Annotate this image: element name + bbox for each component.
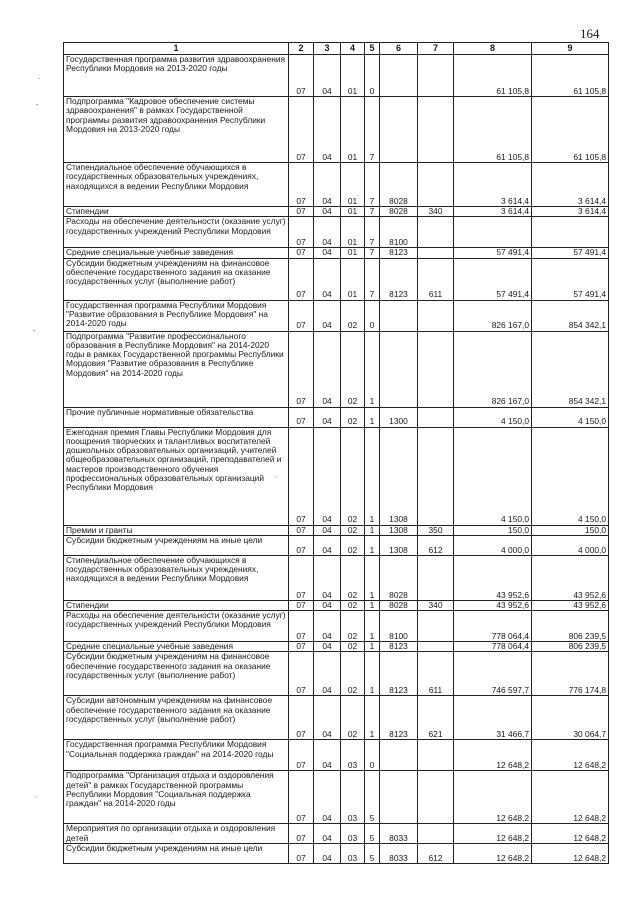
table-body [64, 55, 609, 864]
podrazdel-code: 04 [314, 217, 341, 248]
podrazdel-code: 04 [314, 525, 341, 535]
podrazdel-code: 04 [314, 55, 341, 97]
subprogram-code: 1 [365, 331, 380, 407]
expense-type-code [418, 163, 454, 207]
table-row [64, 844, 609, 864]
table-row [64, 163, 609, 207]
amount-2015: 4 000,0 [454, 535, 532, 555]
program-code: 01 [341, 55, 365, 97]
expense-type-code [418, 248, 454, 258]
amount-2016: 4 150,0 [532, 407, 609, 427]
subprogram-code: 0 [365, 740, 380, 771]
program-code: 02 [341, 427, 365, 525]
target-code: 8033 [380, 844, 418, 864]
subprogram-code: 0 [365, 300, 380, 331]
amount-2015: 4 150,0 [454, 407, 532, 427]
amount-2015: 150,0 [454, 525, 532, 535]
target-code: 8028 [380, 163, 418, 207]
target-code [380, 97, 418, 163]
target-code [380, 331, 418, 407]
subprogram-code: 1 [365, 555, 380, 600]
podrazdel-code: 04 [314, 600, 341, 610]
target-code: 1308 [380, 525, 418, 535]
amount-2016: 12 648,2 [532, 771, 609, 824]
razdel-code: 07 [289, 427, 314, 525]
table-row [64, 535, 609, 555]
table-row [64, 97, 609, 163]
target-code: 1300 [380, 407, 418, 427]
amount-2015: 3 614,4 [454, 163, 532, 207]
amount-2015: 12 648,2 [454, 844, 532, 864]
table-row [64, 525, 609, 535]
razdel-code: 07 [289, 163, 314, 207]
subprogram-code: 1 [365, 652, 380, 696]
program-code: 03 [341, 740, 365, 771]
amount-2016: 12 648,2 [532, 824, 609, 844]
subprogram-code: 1 [365, 525, 380, 535]
row-name: Субсидии бюджетным учреждениям на иные цели [64, 535, 289, 555]
target-code [380, 55, 418, 97]
podrazdel-code: 04 [314, 97, 341, 163]
razdel-code: 07 [289, 740, 314, 771]
podrazdel-code: 04 [314, 611, 341, 642]
razdel-code: 07 [289, 555, 314, 600]
target-code [380, 771, 418, 824]
expense-type-code [418, 427, 454, 525]
amount-2016: 854 342,1 [532, 300, 609, 331]
expense-type-code [418, 824, 454, 844]
amount-2016: 61 105,8 [532, 97, 609, 163]
amount-2016: 806 239,5 [532, 611, 609, 642]
table-row [64, 652, 609, 696]
razdel-code: 07 [289, 844, 314, 864]
razdel-code: 07 [289, 248, 314, 258]
razdel-code: 07 [289, 407, 314, 427]
subprogram-code: 1 [365, 535, 380, 555]
razdel-code: 07 [289, 258, 314, 300]
amount-2016: 4 150,0 [532, 427, 609, 525]
table-row [64, 258, 609, 300]
amount-2015: 43 952,6 [454, 600, 532, 610]
amount-2015: 57 491,4 [454, 258, 532, 300]
podrazdel-code: 04 [314, 407, 341, 427]
podrazdel-code: 04 [314, 555, 341, 600]
amount-2016: 57 491,4 [532, 258, 609, 300]
table-row [64, 55, 609, 97]
row-name: Подпрограмма "Организация отдыха и оздоровления детей" в рамках Государственной программы Республики Мордовия "Социальная поддержка граждан" на 2014-2020 годы [64, 771, 289, 824]
target-code: 8028 [380, 207, 418, 217]
razdel-code: 07 [289, 300, 314, 331]
expense-type-code: 612 [418, 844, 454, 864]
program-code: 03 [341, 771, 365, 824]
program-code: 01 [341, 163, 365, 207]
amount-2016: 150,0 [532, 525, 609, 535]
expense-type-code: 611 [418, 652, 454, 696]
table-row [64, 642, 609, 652]
podrazdel-code: 04 [314, 642, 341, 652]
column-header: 7 [418, 43, 454, 55]
program-code: 02 [341, 525, 365, 535]
target-code: 8100 [380, 611, 418, 642]
expense-type-code [418, 740, 454, 771]
program-code: 01 [341, 207, 365, 217]
podrazdel-code: 04 [314, 258, 341, 300]
podrazdel-code: 04 [314, 535, 341, 555]
program-code: 02 [341, 652, 365, 696]
program-code: 02 [341, 611, 365, 642]
amount-2015: 826 167,0 [454, 300, 532, 331]
razdel-code: 07 [289, 217, 314, 248]
subprogram-code: 1 [365, 600, 380, 610]
amount-2016: 806 239,5 [532, 642, 609, 652]
row-name: Подпрограмма "Развитие профессионального образования в Республике Мордовия" на 2014-2020 годы в рамках Государственной программы Республики Мордовия "Развитие образования в Республике Мордовия" на 2014-2020 годы [64, 331, 289, 407]
target-code: 1308 [380, 427, 418, 525]
amount-2015: 826 167,0 [454, 331, 532, 407]
table-row [64, 427, 609, 525]
amount-2015: 12 648,2 [454, 771, 532, 824]
column-header: 2 [289, 43, 314, 55]
amount-2016: 30 064,7 [532, 696, 609, 740]
amount-2016: 43 952,6 [532, 600, 609, 610]
row-name: Расходы на обеспечение деятельности (оказание услуг) государственных учреждений Республики Мордовия [64, 217, 289, 248]
row-name: Субсидии бюджетным учреждениям на финансовое обеспечение государственного задания на оказание государственных услуг (выполнение работ) [64, 652, 289, 696]
target-code: 8123 [380, 642, 418, 652]
expense-type-code [418, 771, 454, 824]
amount-2016 [532, 217, 609, 248]
table-row [64, 207, 609, 217]
program-code: 02 [341, 555, 365, 600]
table-row [64, 555, 609, 600]
podrazdel-code: 04 [314, 207, 341, 217]
margin-mark: . [38, 72, 41, 81]
table-row [64, 217, 609, 248]
subprogram-code: 1 [365, 611, 380, 642]
expense-type-code [418, 642, 454, 652]
subprogram-code: 5 [365, 844, 380, 864]
budget-table [63, 42, 609, 864]
program-code: 02 [341, 331, 365, 407]
amount-2016: 3 614,4 [532, 207, 609, 217]
subprogram-code: 7 [365, 258, 380, 300]
expense-type-code [418, 217, 454, 248]
podrazdel-code: 04 [314, 248, 341, 258]
page-number: 164 [580, 26, 600, 41]
expense-type-code [418, 611, 454, 642]
expense-type-code [418, 555, 454, 600]
podrazdel-code: 04 [314, 824, 341, 844]
razdel-code: 07 [289, 55, 314, 97]
table-row [64, 611, 609, 642]
subprogram-code: 5 [365, 824, 380, 844]
target-code: 8123 [380, 652, 418, 696]
subprogram-code: 1 [365, 696, 380, 740]
program-code: 03 [341, 844, 365, 864]
amount-2015: 61 105,8 [454, 55, 532, 97]
amount-2015: 778 064,4 [454, 611, 532, 642]
row-name: Стипендии [64, 207, 289, 217]
row-name: Стипендиальное обеспечение обучающихся в государственных образовательных учреждениях, находящихся в ведении Республики Мордовия [64, 555, 289, 600]
amount-2015 [454, 217, 532, 248]
header-row [64, 43, 609, 55]
table-row [64, 740, 609, 771]
razdel-code: 07 [289, 824, 314, 844]
target-code: 8028 [380, 555, 418, 600]
table-row [64, 771, 609, 824]
amount-2015: 3 614,4 [454, 207, 532, 217]
row-name: Стипендии [64, 600, 289, 610]
razdel-code: 07 [289, 652, 314, 696]
column-header: 8 [454, 43, 532, 55]
amount-2015: 43 952,6 [454, 555, 532, 600]
expense-type-code: 340 [418, 207, 454, 217]
row-name: Расходы на обеспечение деятельности (оказание услуг) государственных учреждений Республики Мордовия [64, 611, 289, 642]
podrazdel-code: 04 [314, 427, 341, 525]
table-row [64, 300, 609, 331]
row-name: Средние специальные учебные заведения [64, 248, 289, 258]
podrazdel-code: 04 [314, 652, 341, 696]
row-name: Ежегодная премия Главы Республики Мордовия для поощрения творческих и талантливых воспитателей дошкольных образовательных организаций, учителей общеобразовательных организаций, преподавателей и мастеров производственного обучения профессиональных образовательных организаций Республики Мордовия [64, 427, 289, 525]
program-code: 01 [341, 97, 365, 163]
expense-type-code: 340 [418, 600, 454, 610]
row-name: Прочие публичные нормативные обязательства [64, 407, 289, 427]
target-code: 8123 [380, 248, 418, 258]
subprogram-code: 7 [365, 97, 380, 163]
table-header [64, 43, 609, 55]
amount-2016: 12 648,2 [532, 740, 609, 771]
target-code: 8123 [380, 696, 418, 740]
subprogram-code: 1 [365, 642, 380, 652]
subprogram-code: 7 [365, 217, 380, 248]
margin-mark: . [35, 790, 38, 799]
target-code: 8123 [380, 258, 418, 300]
amount-2016: 776 174,8 [532, 652, 609, 696]
subprogram-code: 0 [365, 55, 380, 97]
row-name: Средние специальные учебные заведения [64, 642, 289, 652]
amount-2015: 778 064,4 [454, 642, 532, 652]
subprogram-code: 5 [365, 771, 380, 824]
subprogram-code: 7 [365, 163, 380, 207]
target-code: 8100 [380, 217, 418, 248]
row-name: Стипендиальное обеспечение обучающихся в государственных образовательных учреждениях, находящихся в ведении Республики Мордовия [64, 163, 289, 207]
expense-type-code: 350 [418, 525, 454, 535]
row-name: Подпрограмма "Кадровое обеспечение системы здравоохранения" в рамках Государственной программы развития здравоохранения Республики Мордовия на 2013-2020 годы [64, 97, 289, 163]
razdel-code: 07 [289, 331, 314, 407]
column-header: 5 [365, 43, 380, 55]
amount-2016: 4 000,0 [532, 535, 609, 555]
razdel-code: 07 [289, 207, 314, 217]
row-name: Государственная программа развития здравоохранения Республики Мордовия на 2013-2020 годы [64, 55, 289, 97]
program-code: 02 [341, 300, 365, 331]
razdel-code: 07 [289, 535, 314, 555]
razdel-code: 07 [289, 525, 314, 535]
margin-mark: - [36, 100, 39, 109]
expense-type-code [418, 97, 454, 163]
column-header: 6 [380, 43, 418, 55]
subprogram-code: 1 [365, 407, 380, 427]
subprogram-code: 1 [365, 427, 380, 525]
expense-type-code: 621 [418, 696, 454, 740]
row-name: Государственная программа Республики Мордовия "Социальная поддержка граждан" на 2014-2020 годы [64, 740, 289, 771]
column-header: 3 [314, 43, 341, 55]
podrazdel-code: 04 [314, 844, 341, 864]
program-code: 02 [341, 642, 365, 652]
target-code: 8028 [380, 600, 418, 610]
program-code: 02 [341, 535, 365, 555]
row-name: Премии и гранты [64, 525, 289, 535]
expense-type-code [418, 55, 454, 97]
expense-type-code: 611 [418, 258, 454, 300]
target-code: 8033 [380, 824, 418, 844]
podrazdel-code: 04 [314, 331, 341, 407]
amount-2016: 43 952,6 [532, 555, 609, 600]
amount-2016: 61 105,8 [532, 55, 609, 97]
amount-2016: 854 342,1 [532, 331, 609, 407]
subprogram-code: 7 [365, 207, 380, 217]
amount-2015: 12 648,2 [454, 824, 532, 844]
column-header: 9 [532, 43, 609, 55]
expense-type-code [418, 331, 454, 407]
podrazdel-code: 04 [314, 740, 341, 771]
target-code: 1308 [380, 535, 418, 555]
razdel-code: 07 [289, 600, 314, 610]
margin-mark: . [275, 470, 278, 479]
subprogram-code: 7 [365, 248, 380, 258]
program-code: 01 [341, 248, 365, 258]
row-name: Государственная программа Республики Мордовия "Развитие образования в Республике Мордовия" на 2014-2020 годы [64, 300, 289, 331]
amount-2015: 4 150,0 [454, 427, 532, 525]
amount-2016: 57 491,4 [532, 248, 609, 258]
target-code [380, 300, 418, 331]
column-header: 4 [341, 43, 365, 55]
razdel-code: 07 [289, 642, 314, 652]
podrazdel-code: 04 [314, 163, 341, 207]
table-row [64, 407, 609, 427]
row-name: Субсидии бюджетным учреждениям на финансовое обеспечение государственного задания на оказание государственных услуг (выполнение работ) [64, 258, 289, 300]
amount-2015: 12 648,2 [454, 740, 532, 771]
amount-2015: 746 597,7 [454, 652, 532, 696]
target-code [380, 740, 418, 771]
expense-type-code [418, 407, 454, 427]
amount-2016: 12 648,2 [532, 844, 609, 864]
table-row [64, 248, 609, 258]
margin-mark: - [33, 326, 36, 335]
table-row [64, 696, 609, 740]
row-name: Мероприятия по организации отдыха и оздоровления детей [64, 824, 289, 844]
amount-2016: 3 614,4 [532, 163, 609, 207]
table-row [64, 824, 609, 844]
program-code: 02 [341, 407, 365, 427]
razdel-code: 07 [289, 611, 314, 642]
row-name: Субсидии автономным учреждениям на финансовое обеспечение государственного задания на оказание государственных услуг (выполнение работ) [64, 696, 289, 740]
razdel-code: 07 [289, 97, 314, 163]
amount-2015: 57 491,4 [454, 248, 532, 258]
table-row [64, 331, 609, 407]
razdel-code: 07 [289, 696, 314, 740]
expense-type-code [418, 300, 454, 331]
row-name: Субсидии бюджетным учреждениям на иные цели [64, 844, 289, 864]
razdel-code: 07 [289, 771, 314, 824]
program-code: 02 [341, 696, 365, 740]
column-header: 1 [64, 43, 289, 55]
amount-2015: 31 466,7 [454, 696, 532, 740]
amount-2015: 61 105,8 [454, 97, 532, 163]
program-code: 02 [341, 600, 365, 610]
expense-type-code: 612 [418, 535, 454, 555]
table-row [64, 600, 609, 610]
program-code: 01 [341, 258, 365, 300]
program-code: 03 [341, 824, 365, 844]
podrazdel-code: 04 [314, 771, 341, 824]
podrazdel-code: 04 [314, 300, 341, 331]
program-code: 01 [341, 217, 365, 248]
podrazdel-code: 04 [314, 696, 341, 740]
